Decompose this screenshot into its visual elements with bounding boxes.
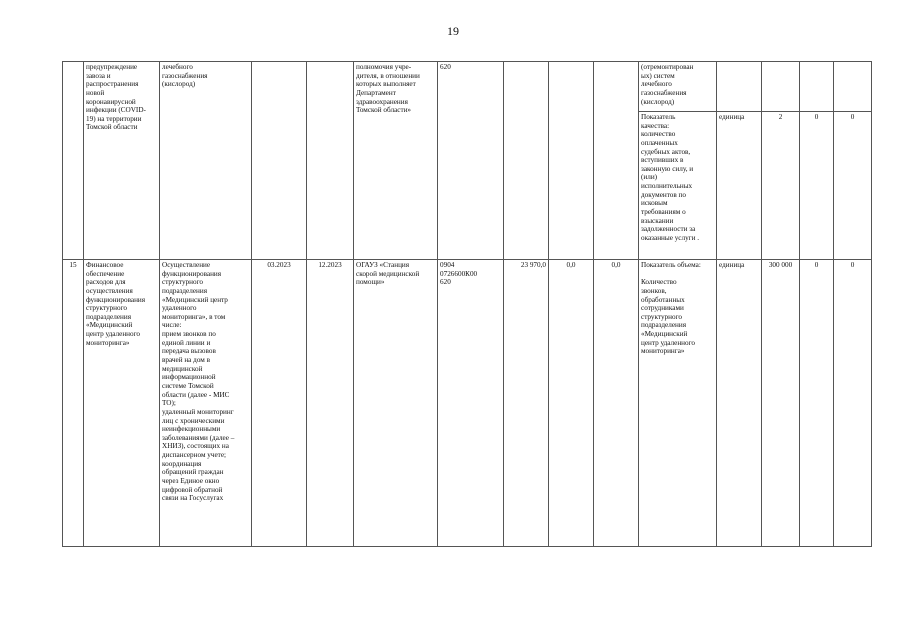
cell-end-date bbox=[307, 62, 354, 260]
table-row-15 bbox=[63, 260, 872, 547]
cell-value-1a bbox=[762, 62, 800, 112]
cell-unit-2: единица bbox=[717, 112, 762, 260]
cell-indicator-2: Показатель качества: количество оплаченных судебных актов, вступивших в законную силу, и (или) исполнительных документов по исковым требованиям о взыскании задолженности за оказанные услуги . bbox=[639, 112, 717, 260]
cell-start-date bbox=[252, 62, 307, 260]
cell-sum-3: 0,0 bbox=[594, 260, 639, 547]
page-number: 19 bbox=[447, 24, 459, 38]
cell-value-2c: 0 bbox=[834, 112, 872, 260]
cell-sum-2: 0,0 bbox=[549, 260, 594, 547]
cell-purpose: Финансовое обеспечение расходов для осуществления функционирования структурного подразделения «Медицинский центр удаленного мониторинга» bbox=[84, 260, 160, 547]
cell-num: 15 bbox=[63, 260, 84, 547]
cell-num bbox=[63, 62, 84, 260]
table-row-continued bbox=[63, 62, 872, 112]
cell-activity: лечебного газоснабжения (кислород) bbox=[160, 62, 252, 260]
cell-activity: Осуществление функционирования структурного подразделения «Медицинский центр удаленного мониторинга», в том числе: прием звонков по единой линии и передача вызовов врачей на дом в медицинской информационной системе Томской области (далее - МИС ТО); удаленный мониторинг лиц с хроническими неинфекционными заболеваниями (далее – ХНИЗ), состоящих на диспансерном учете; координация обращений граждан через Единое окно цифровой обратной связи на Госуслугах bbox=[160, 260, 252, 547]
cell-value-2b: 0 bbox=[800, 112, 834, 260]
cell-value-b: 0 bbox=[800, 260, 834, 547]
cell-executor: ОГАУЗ «Станция скорой медицинской помощи» bbox=[354, 260, 438, 547]
cell-unit: единица bbox=[717, 260, 762, 547]
cell-purpose: предупреждение завоза и распространения новой коронавирусной инфекции (COVID- 19) на территории Томской области bbox=[84, 62, 160, 260]
cell-start-date: 03.2023 bbox=[252, 260, 307, 547]
cell-sum-1: 23 970,0 bbox=[504, 260, 549, 547]
cell-executor: полномочия учре- дителя, в отношении которых выполняет Департамент здравоохранения Томской области» bbox=[354, 62, 438, 260]
cell-value-1b bbox=[800, 62, 834, 112]
cell-indicator: Показатель объема: Количество звонков, обработанных сотрудниками структурного подразделения «Медицинский центр удаленного мониторинга» bbox=[639, 260, 717, 547]
cell-sum-3 bbox=[594, 62, 639, 260]
cell-end-date: 12.2023 bbox=[307, 260, 354, 547]
cell-value-a: 300 000 bbox=[762, 260, 800, 547]
cell-sum-2 bbox=[549, 62, 594, 260]
cell-value-2a: 2 bbox=[762, 112, 800, 260]
program-activities-table bbox=[62, 61, 872, 547]
cell-unit-1 bbox=[717, 62, 762, 112]
cell-value-c: 0 bbox=[834, 260, 872, 547]
cell-kbk: 620 bbox=[438, 62, 504, 260]
cell-sum-1 bbox=[504, 62, 549, 260]
cell-indicator-1: (отремонтирован ых) систем лечебного газоснабжения (кислород) bbox=[639, 62, 717, 112]
cell-kbk: 0904 0726600К00 620 bbox=[438, 260, 504, 547]
cell-value-1c bbox=[834, 62, 872, 112]
